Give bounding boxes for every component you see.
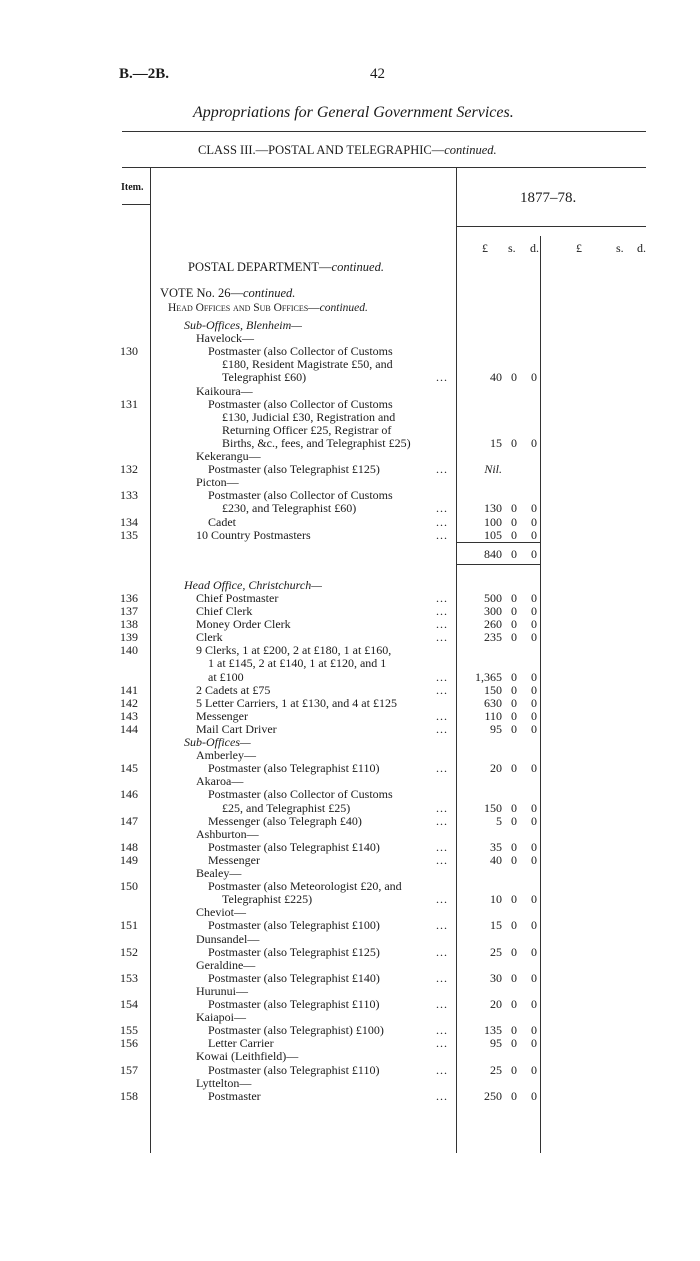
item-description: Ashburton—	[196, 826, 259, 841]
pence-amount: 0	[531, 514, 537, 529]
item-description: Telegraphist £60)	[222, 370, 307, 385]
table-row	[0, 547, 700, 561]
item-number: 138	[120, 617, 138, 632]
leader-dots: ...	[436, 918, 448, 933]
item-number: 153	[120, 970, 138, 985]
item-description: Geraldine—	[196, 957, 256, 972]
pence-amount: 0	[531, 669, 537, 684]
leader-dots: ...	[436, 761, 448, 776]
shillings-amount: 0	[511, 892, 517, 907]
item-number: 155	[120, 1023, 138, 1038]
shillings-amount: 0	[511, 1023, 517, 1038]
pounds-amount: 235	[484, 630, 502, 645]
table-row	[0, 787, 700, 801]
item-column-header: Item.	[121, 182, 144, 193]
table-row	[0, 331, 700, 345]
item-description: Postmaster	[208, 1088, 261, 1103]
table-row	[0, 370, 700, 384]
pence-amount: 0	[531, 970, 537, 985]
item-number: 134	[120, 514, 138, 529]
year-column-header: 1877–78.	[520, 190, 577, 206]
page-number: 42	[370, 66, 385, 82]
pence-amount: 0	[531, 761, 537, 776]
shillings-amount: 0	[511, 617, 517, 632]
pound-column-header: £	[482, 241, 488, 255]
section-heading: POSTAL DEPARTMENT—continued.	[188, 260, 384, 274]
item-description: Akaroa—	[196, 774, 244, 789]
leader-dots: ...	[436, 617, 448, 632]
pounds-amount: 5	[496, 813, 502, 828]
item-description: Telegraphist £225)	[222, 892, 313, 907]
item-description: Money Order Clerk	[196, 617, 291, 632]
item-description: Postmaster (also Telegraphist £125)	[208, 944, 380, 959]
pence-amount: 0	[531, 1023, 537, 1038]
item-number: 144	[120, 721, 138, 736]
table-row	[0, 604, 700, 618]
item-number: 149	[120, 852, 138, 867]
item-number: 150	[120, 879, 138, 894]
table-row	[0, 436, 700, 450]
shillings-amount: 0	[511, 813, 517, 828]
pounds-amount: 95	[490, 1036, 502, 1051]
shillings-amount: 0	[511, 997, 517, 1011]
table-row	[0, 1010, 700, 1024]
subtotal-rule	[456, 542, 540, 543]
leader-dots: ...	[436, 514, 448, 529]
shillings-amount: 0	[511, 1088, 517, 1103]
pence-amount: 0	[531, 721, 537, 736]
leader-dots: ...	[436, 708, 448, 723]
leader-dots: ...	[436, 839, 448, 854]
shillings-amount: 0	[511, 944, 517, 959]
table-row	[0, 528, 700, 542]
item-description: Cadet	[208, 514, 236, 529]
shillings-amount: 0	[511, 918, 517, 933]
leader-dots: ...	[436, 852, 448, 867]
item-description: Kekerangu—	[196, 449, 261, 463]
pence-amount: 0	[531, 839, 537, 854]
pounds-amount: 105	[484, 527, 502, 542]
leader-dots: ...	[436, 527, 448, 542]
item-description: Chief Clerk	[196, 604, 253, 618]
table-row	[0, 932, 700, 946]
item-description: Dunsandel—	[196, 931, 260, 946]
pence-amount: 0	[531, 527, 537, 542]
table-row	[0, 853, 700, 867]
item-description: 1 at £145, 2 at £140, 1 at £120, and 1	[208, 656, 387, 671]
shillings-amount: 0	[511, 590, 517, 605]
item-description: Postmaster (also Telegraphist £140)	[208, 839, 380, 854]
item-description: Returning Officer £25, Registrar of	[222, 422, 392, 437]
item-description: Postmaster (also Telegraphist £110)	[208, 761, 380, 776]
item-description: Kaikoura—	[196, 383, 253, 398]
leader-dots: ...	[436, 1036, 448, 1051]
table-row	[0, 997, 700, 1011]
pounds-amount: 95	[490, 721, 502, 736]
item-number: 135	[120, 527, 138, 542]
pounds-amount: 630	[484, 695, 502, 710]
pence-amount: 0	[531, 435, 537, 450]
shillings-amount: 0	[511, 514, 517, 529]
item-description: 10 Country Postmasters	[196, 527, 311, 542]
table-row	[0, 501, 700, 515]
table-row	[0, 761, 700, 775]
table-top-rule	[122, 167, 646, 168]
pounds-amount: 40	[490, 370, 502, 385]
shillings-amount: 0	[511, 546, 517, 561]
pounds-amount: Nil.	[484, 462, 502, 477]
shillings-amount: 0	[511, 630, 517, 645]
item-number: 136	[120, 590, 138, 605]
item-description: at £100	[208, 669, 244, 684]
item-description: Hurunui—	[196, 983, 248, 998]
table-row	[0, 696, 700, 710]
item-description: Postmaster (also Meteorologist £20, and	[208, 879, 402, 894]
item-description: Mail Cart Driver	[196, 721, 277, 736]
pence-amount: 0	[531, 918, 537, 933]
leader-dots: ...	[436, 669, 448, 684]
item-description: Postmaster (also Telegraphist £110)	[208, 1062, 380, 1077]
shillings-amount: 0	[511, 852, 517, 867]
pounds-amount: 35	[490, 839, 502, 854]
table-row	[0, 318, 700, 332]
item-description: Postmaster (also Telegraphist £110)	[208, 997, 380, 1011]
table-row	[0, 617, 700, 631]
item-description: Havelock—	[196, 331, 254, 346]
item-description: Clerk	[196, 630, 223, 645]
item-description: Bealey—	[196, 866, 242, 880]
item-number: 139	[120, 630, 138, 645]
item-description: Chief Postmaster	[196, 590, 279, 605]
item-description: Sub-Offices, Blenheim—	[184, 318, 302, 332]
pounds-amount: 110	[484, 708, 502, 723]
table-row	[0, 630, 700, 644]
item-description: £130, Judicial £30, Registration and	[222, 409, 396, 424]
leader-dots: ...	[436, 970, 448, 985]
page-title: Appropriations for General Government Services.	[193, 104, 514, 121]
leader-dots: ...	[436, 892, 448, 907]
leader-dots: ...	[436, 997, 448, 1011]
item-number: 158	[120, 1088, 138, 1103]
table-row	[0, 488, 700, 502]
pounds-amount: 15	[490, 435, 502, 450]
table-row	[0, 735, 700, 749]
pence-amount: 0	[531, 944, 537, 959]
pence-amount: 0	[531, 997, 537, 1011]
item-number: 142	[120, 695, 138, 710]
item-number: 137	[120, 604, 138, 618]
item-description: Messenger	[196, 708, 248, 723]
item-number: 130	[120, 344, 138, 359]
table-row	[0, 918, 700, 932]
total-pound-column-header: £	[576, 241, 582, 255]
pounds-amount: 840	[484, 546, 502, 561]
pounds-amount: 100	[484, 514, 502, 529]
pence-amount: 0	[531, 370, 537, 385]
pence-amount: 0	[531, 708, 537, 723]
title-rule	[122, 131, 646, 132]
pounds-amount: 25	[490, 1062, 502, 1077]
item-description: £25, and Telegraphist £25)	[222, 800, 351, 815]
table-row	[0, 344, 700, 358]
leader-dots: ...	[436, 682, 448, 697]
table-row	[0, 475, 700, 489]
table-row	[0, 801, 700, 815]
table-row	[0, 462, 700, 476]
item-description: Postmaster (also Collector of Customs	[208, 344, 393, 359]
shilling-column-header: s.	[508, 241, 516, 255]
item-number: 156	[120, 1036, 138, 1051]
shillings-amount: 0	[511, 695, 517, 710]
table-row	[0, 722, 700, 736]
item-description: Postmaster (also Telegraphist) £100)	[208, 1023, 384, 1038]
table-row	[0, 449, 700, 463]
leader-dots: ...	[436, 370, 448, 385]
pence-amount: 0	[531, 590, 537, 605]
item-number: 152	[120, 944, 138, 959]
table-row	[0, 971, 700, 985]
table-row	[0, 578, 700, 592]
pounds-amount: 10	[490, 892, 502, 907]
table-row	[0, 840, 700, 854]
pounds-amount: 150	[484, 800, 502, 815]
vote-heading: VOTE No. 26—continued.	[160, 286, 296, 300]
item-description: £230, and Telegraphist £60)	[222, 501, 357, 516]
item-description: Postmaster (also Telegraphist £100)	[208, 918, 380, 933]
document-reference: B.—2B.	[119, 66, 170, 82]
item-number: 143	[120, 708, 138, 723]
item-description: Sub-Offices—	[184, 735, 251, 749]
shillings-amount: 0	[511, 669, 517, 684]
shillings-amount: 0	[511, 800, 517, 815]
item-description: Messenger (also Telegraph £40)	[208, 813, 362, 828]
table-row	[0, 670, 700, 684]
leader-dots: ...	[436, 944, 448, 959]
table-row	[0, 748, 700, 762]
shillings-amount: 0	[511, 761, 517, 776]
item-header-rule	[122, 204, 150, 205]
table-row	[0, 709, 700, 723]
item-number: 140	[120, 643, 138, 658]
item-description: Births, &c., fees, and Telegraphist £25)	[222, 435, 411, 450]
pence-amount: 0	[531, 617, 537, 632]
item-number: 154	[120, 997, 138, 1011]
table-row	[0, 814, 700, 828]
leader-dots: ...	[436, 1062, 448, 1077]
pounds-amount: 130	[484, 501, 502, 516]
leader-dots: ...	[436, 590, 448, 605]
table-row	[0, 866, 700, 880]
shillings-amount: 0	[511, 970, 517, 985]
item-description: Amberley—	[196, 748, 256, 763]
pounds-amount: 500	[484, 590, 502, 605]
item-description: 2 Cadets at £75	[196, 682, 271, 697]
leader-dots: ...	[436, 630, 448, 645]
table-row	[0, 905, 700, 919]
item-description: £180, Resident Magistrate £50, and	[222, 357, 393, 372]
item-description: Postmaster (also Collector of Customs	[208, 787, 393, 802]
shillings-amount: 0	[511, 839, 517, 854]
table-row	[0, 643, 700, 657]
item-description: 9 Clerks, 1 at £200, 2 at £180, 1 at £160,	[196, 643, 392, 658]
pounds-amount: 20	[490, 997, 502, 1011]
item-number: 148	[120, 839, 138, 854]
pounds-amount: 150	[484, 682, 502, 697]
pence-amount: 0	[531, 501, 537, 516]
leader-dots: ...	[436, 1023, 448, 1038]
shillings-amount: 0	[511, 501, 517, 516]
shillings-amount: 0	[511, 721, 517, 736]
table-row	[0, 683, 700, 697]
leader-dots: ...	[436, 501, 448, 516]
item-number: 151	[120, 918, 138, 933]
table-row	[0, 591, 700, 605]
table-row	[0, 958, 700, 972]
shillings-amount: 0	[511, 370, 517, 385]
table-row	[0, 1023, 700, 1037]
pounds-amount: 260	[484, 617, 502, 632]
item-description: Kowai (Leithfield)—	[196, 1049, 299, 1064]
table-row	[0, 892, 700, 906]
item-description: Postmaster (also Collector of Customs	[208, 396, 393, 411]
subtotal-rule	[456, 564, 540, 565]
pence-amount: 0	[531, 682, 537, 697]
shillings-amount: 0	[511, 1062, 517, 1077]
pence-amount: 0	[531, 892, 537, 907]
table-row	[0, 397, 700, 411]
year-header-rule	[456, 226, 646, 227]
table-row	[0, 357, 700, 371]
item-number: 147	[120, 813, 138, 828]
table-row	[0, 1036, 700, 1050]
pence-amount: 0	[531, 546, 537, 561]
table-row	[0, 879, 700, 893]
table-row	[0, 1049, 700, 1063]
table-row	[0, 1063, 700, 1077]
pounds-amount: 25	[490, 944, 502, 959]
leader-dots: ...	[436, 1088, 448, 1103]
item-number: 131	[120, 396, 138, 411]
leader-dots: ...	[436, 604, 448, 618]
pence-amount: 0	[531, 1088, 537, 1103]
table-row	[0, 515, 700, 529]
pounds-amount: 300	[484, 604, 502, 618]
pence-amount: 0	[531, 1036, 537, 1051]
table-row	[0, 945, 700, 959]
item-number: 145	[120, 761, 138, 776]
leader-dots: ...	[436, 462, 448, 477]
item-number: 132	[120, 462, 138, 477]
item-description: Head Office, Christchurch—	[184, 577, 322, 592]
item-number: 146	[120, 787, 138, 802]
offices-subheading: Head Offices and Sub Offices—continued.	[168, 302, 368, 314]
shillings-amount: 0	[511, 682, 517, 697]
total-shilling-column-header: s.	[616, 241, 624, 255]
shillings-amount: 0	[511, 708, 517, 723]
shillings-amount: 0	[511, 527, 517, 542]
class-heading: CLASS III.—POSTAL AND TELEGRAPHIC—continued.	[198, 143, 497, 157]
item-description: Lyttelton—	[196, 1075, 252, 1090]
pence-amount: 0	[531, 800, 537, 815]
table-row	[0, 656, 700, 670]
pence-amount: 0	[531, 604, 537, 618]
table-row	[0, 827, 700, 841]
pounds-amount: 15	[490, 918, 502, 933]
item-description: Postmaster (also Collector of Customs	[208, 488, 393, 503]
item-number: 157	[120, 1062, 138, 1077]
pounds-amount: 20	[490, 761, 502, 776]
item-description: Kaiapoi—	[196, 1010, 246, 1025]
table-row	[0, 410, 700, 424]
pounds-amount: 1,365	[475, 669, 502, 684]
pence-amount: 0	[531, 813, 537, 828]
item-number: 141	[120, 682, 138, 697]
item-description: Letter Carrier	[208, 1036, 274, 1051]
table-row	[0, 384, 700, 398]
pence-amount: 0	[531, 630, 537, 645]
leader-dots: ...	[436, 813, 448, 828]
pounds-amount: 40	[490, 852, 502, 867]
table-row	[0, 984, 700, 998]
item-description: Postmaster (also Telegraphist £125)	[208, 462, 380, 477]
pence-amount: 0	[531, 695, 537, 710]
pence-amount: 0	[531, 1062, 537, 1077]
pounds-amount: 250	[484, 1088, 502, 1103]
pounds-amount: 30	[490, 970, 502, 985]
table-row	[0, 1089, 700, 1103]
pounds-amount: 135	[484, 1023, 502, 1038]
item-description: 5 Letter Carriers, 1 at £130, and 4 at £125	[196, 695, 397, 710]
pence-column-header: d.	[530, 241, 539, 255]
item-description: Messenger	[208, 852, 260, 867]
item-description: Postmaster (also Telegraphist £140)	[208, 970, 380, 985]
table-row	[0, 423, 700, 437]
shillings-amount: 0	[511, 1036, 517, 1051]
item-description: Picton—	[196, 475, 239, 490]
shillings-amount: 0	[511, 435, 517, 450]
leader-dots: ...	[436, 800, 448, 815]
total-pence-column-header: d.	[637, 241, 646, 255]
item-description: Cheviot—	[196, 905, 246, 920]
pence-amount: 0	[531, 852, 537, 867]
table-row	[0, 774, 700, 788]
item-number: 133	[120, 488, 138, 503]
table-row	[0, 1076, 700, 1090]
shillings-amount: 0	[511, 604, 517, 618]
leader-dots: ...	[436, 721, 448, 736]
